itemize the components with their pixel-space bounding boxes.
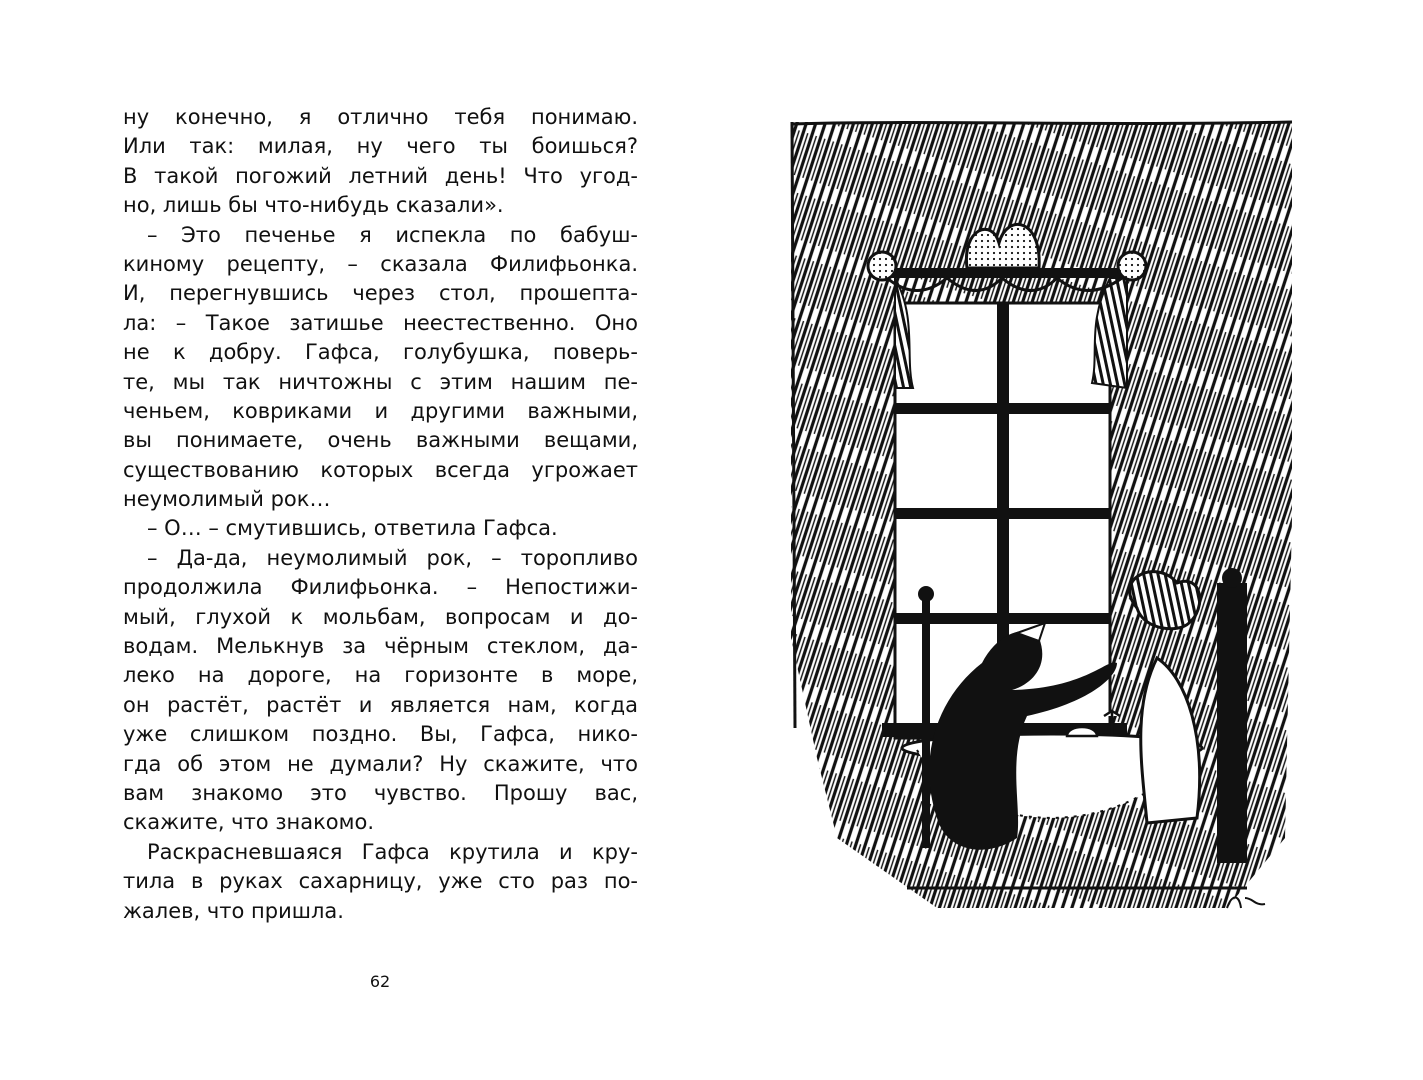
text-line: водам. Мелькнув за чёрным стеклом, да- bbox=[123, 634, 638, 659]
text-line: тила в руках сахарницу, уже сто раз по- bbox=[123, 869, 638, 894]
artist-signature bbox=[1227, 898, 1265, 909]
text-line: жалев, что пришла. bbox=[123, 898, 344, 923]
text-line: мый, глухой к мольбам, вопросам и до- bbox=[123, 604, 638, 629]
text-line: И, перегнувшись через стол, прошепта- bbox=[123, 281, 638, 306]
text-line: В такой погожий летний день! Что угод- bbox=[123, 163, 638, 188]
rod-finial-right bbox=[1118, 252, 1146, 280]
text-line: те, мы так ничтожны с этим нашим пе- bbox=[123, 369, 638, 394]
window-bar bbox=[895, 403, 1110, 414]
text-line: но, лишь бы что-нибудь сказали». bbox=[123, 193, 504, 218]
text-line: – Да-да, неумолимый рок, – торопливо bbox=[147, 545, 638, 570]
text-line: вам знакомо это чувство. Прошу вас, bbox=[123, 780, 638, 805]
text-line: скажите, что знакомо. bbox=[123, 810, 374, 835]
text-line: продолжила Филифьонка. – Непостижи- bbox=[123, 575, 638, 600]
text-line: вы понимаете, очень важными вещами, bbox=[123, 428, 638, 453]
gafsa-chair bbox=[1217, 583, 1247, 863]
page-number: 62 bbox=[369, 972, 391, 991]
text-line: киному рецепту, – сказала Филифьонка. bbox=[123, 251, 638, 276]
chair-finial bbox=[918, 586, 934, 602]
page-text bbox=[123, 103, 638, 926]
text-line: ну конечно, я отлично тебя понимаю. bbox=[123, 105, 638, 129]
text-line: леко на дороге, на горизонте в море, bbox=[123, 663, 638, 688]
text-line: существованию которых всегда угрожает bbox=[123, 457, 638, 482]
text-line: не к добру. Гафса, голубушка, поверь- bbox=[123, 340, 638, 365]
text-line: ла: – Такое затишье неестественно. Оно bbox=[123, 310, 638, 335]
text-line: уже слишком поздно. Вы, Гафса, нико- bbox=[123, 722, 638, 747]
window-bar bbox=[895, 508, 1110, 519]
rod-finial-left bbox=[868, 252, 896, 280]
text-line: Или так: милая, ну чего ты боишься? bbox=[123, 134, 638, 159]
text-line: гда об этом не думали? Ну скажите, что bbox=[123, 751, 638, 776]
text-line: – Это печенье я испекла по бабуш- bbox=[147, 222, 638, 247]
text-line: он растёт, растёт и является нам, когда bbox=[123, 692, 638, 717]
wall-top-border bbox=[791, 122, 1292, 124]
gafsa-chair-finial bbox=[1222, 568, 1242, 588]
text-line: ченьем, ковриками и другими важными, bbox=[123, 398, 638, 423]
text-line: неумолимый рок… bbox=[123, 487, 331, 512]
text-line: Раскрасневшаяся Гафса крутила и кру- bbox=[147, 839, 638, 864]
window-illustration bbox=[787, 118, 1297, 918]
text-line: – О… – смутившись, ответила Гафса. bbox=[147, 516, 558, 541]
chair-post bbox=[922, 598, 930, 848]
